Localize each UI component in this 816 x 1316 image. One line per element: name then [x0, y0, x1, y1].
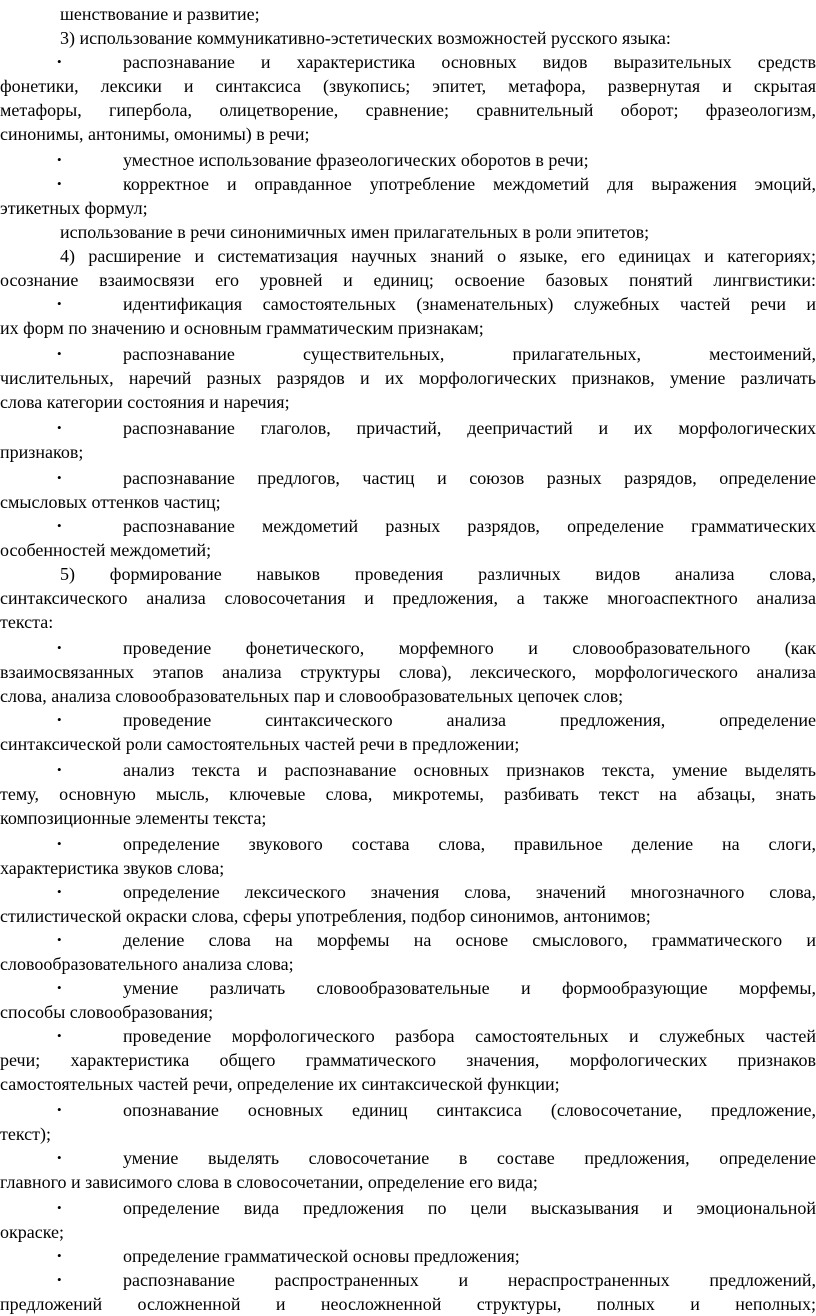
text-line: тему, основную мысль, ключевые слова, микротемы, разбивать текст на абзацы, знать: [0, 784, 816, 804]
text-line: текста:: [0, 612, 54, 632]
text-line: распознавание распространенных и нераспространенных предложений,: [123, 1270, 816, 1290]
bullet-icon: •: [57, 980, 62, 995]
text-line: распознавание и характеристика основных видов выразительных средств: [123, 52, 816, 72]
text-line: слова, анализа словообразовательных пар и словообразовательных цепочек слов;: [0, 686, 624, 706]
text-line: умение различать словообразовательные и формообразующие морфемы,: [123, 978, 816, 998]
text-line: распознавание существительных, прилагательных, местоимений,: [123, 344, 816, 364]
text-line: способы словообразования;: [0, 1002, 214, 1022]
bullet-icon: •: [57, 296, 62, 311]
bullet-icon: •: [57, 176, 62, 191]
text-line: синонимы, антонимы, омонимы) в речи;: [0, 124, 310, 144]
text-line: речи; характеристика общего грамматического значения, морфологических признаков: [0, 1050, 816, 1070]
bullet-icon: •: [57, 712, 62, 727]
bullet-icon: •: [57, 836, 62, 851]
text-line: осознание взаимосвязи его уровней и единиц; освоение базовых понятий лингвистики:: [0, 270, 816, 290]
bullet-icon: •: [57, 1102, 62, 1117]
text-line: особенностей междометий;: [0, 540, 212, 560]
bullet-icon: •: [57, 518, 62, 533]
text-line: 4) расширение и систематизация научных знаний о языке, его единицах и категориях;: [60, 246, 816, 266]
text-line: этикетных формул;: [0, 198, 148, 218]
bullet-icon: •: [57, 1028, 62, 1043]
text-line: слова категории состояния и наречия;: [0, 392, 290, 412]
text-line: признаков;: [0, 442, 84, 462]
text-line: числительных, наречий разных разрядов и их морфологических признаков, умение различать: [0, 368, 816, 388]
bullet-icon: •: [57, 640, 62, 655]
text-line: идентификация самостоятельных (знаменательных) служебных частей речи и: [123, 294, 816, 314]
bullet-icon: •: [57, 1272, 62, 1287]
text-line: определение звукового состава слова, правильное деление на слоги,: [123, 834, 816, 854]
bullet-icon: •: [57, 346, 62, 361]
bullet-icon: •: [57, 54, 62, 69]
bullet-icon: •: [57, 1150, 62, 1165]
text-line: опознавание основных единиц синтаксиса (словосочетание, предложение,: [123, 1100, 816, 1120]
text-line: взаимосвязанных этапов анализа структуры слова), лексического, морфологического анализа: [0, 662, 816, 682]
text-line: метафоры, гипербола, олицетворение, сравнение; сравнительный оборот; фразеологизм,: [0, 100, 816, 120]
bullet-icon: •: [57, 762, 62, 777]
text-line: распознавание предлогов, частиц и союзов разных разрядов, определение: [123, 468, 816, 488]
text-line: распознавание глаголов, причастий, деепричастий и их морфологических: [123, 418, 816, 438]
text-line: корректное и оправданное употребление междометий для выражения эмоций,: [123, 174, 816, 194]
text-line: окраске;: [0, 1222, 65, 1242]
text-line: композиционные элементы текста;: [0, 808, 267, 828]
bullet-icon: •: [57, 470, 62, 485]
text-line: их форм по значению и основным грамматическим признакам;: [0, 318, 484, 338]
bullet-icon: •: [57, 420, 62, 435]
text-line: синтаксического анализа словосочетания и предложения, а также многоаспектного анализа: [0, 588, 816, 608]
text-line: распознавание междометий разных разрядов, определение грамматических: [123, 516, 816, 536]
text-line: уместное использование фразеологических оборотов в речи;: [123, 150, 589, 170]
text-line: стилистической окраски слова, сферы употребления, подбор синонимов, антонимов;: [0, 906, 651, 926]
text-line: определение лексического значения слова, значений многозначного слова,: [123, 882, 816, 902]
text-line: смысловых оттенков частиц;: [0, 492, 221, 512]
text-line: использование в речи синонимичных имен прилагательных в роли эпитетов;: [60, 222, 650, 242]
text-line: проведение фонетического, морфемного и словообразовательного (как: [123, 638, 816, 658]
text-line: словообразовательного анализа слова;: [0, 954, 294, 974]
text-line: определение вида предложения по цели высказывания и эмоциональной: [123, 1198, 816, 1218]
bullet-icon: •: [57, 1248, 62, 1263]
text-line: фонетики, лексики и синтаксиса (звукопись; эпитет, метафора, развернутая и скрытая: [0, 76, 816, 96]
text-line: самостоятельных частей речи, определение их синтаксической функции;: [0, 1074, 560, 1094]
text-line: 5) формирование навыков проведения различных видов анализа слова,: [60, 564, 816, 584]
text-line: умение выделять словосочетание в составе предложения, определение: [123, 1148, 816, 1168]
bullet-icon: •: [57, 884, 62, 899]
bullet-icon: •: [57, 152, 62, 167]
text-line: синтаксической роли самостоятельных частей речи в предложении;: [0, 734, 520, 754]
text-line: деление слова на морфемы на основе смыслового, грамматического и: [123, 930, 816, 950]
text-line: 3) использование коммуникативно-эстетических возможностей русского языка:: [60, 28, 671, 48]
text-line: предложений осложненной и неосложненной структуры, полных и неполных;: [0, 1294, 816, 1314]
bullet-icon: •: [57, 932, 62, 947]
text-line: определение грамматической основы предложения;: [123, 1246, 520, 1266]
text-line: анализ текста и распознавание основных признаков текста, умение выделять: [123, 760, 816, 780]
text-line: главного и зависимого слова в словосочетании, определение его вида;: [0, 1172, 538, 1192]
text-line: проведение синтаксического анализа предложения, определение: [123, 710, 816, 730]
text-line: проведение морфологического разбора самостоятельных и служебных частей: [123, 1026, 816, 1046]
text-line: текст);: [0, 1124, 52, 1144]
bullet-icon: •: [57, 1200, 62, 1215]
text-line: характеристика звуков слова;: [0, 858, 225, 878]
text-line: шенствование и развитие;: [60, 4, 260, 24]
